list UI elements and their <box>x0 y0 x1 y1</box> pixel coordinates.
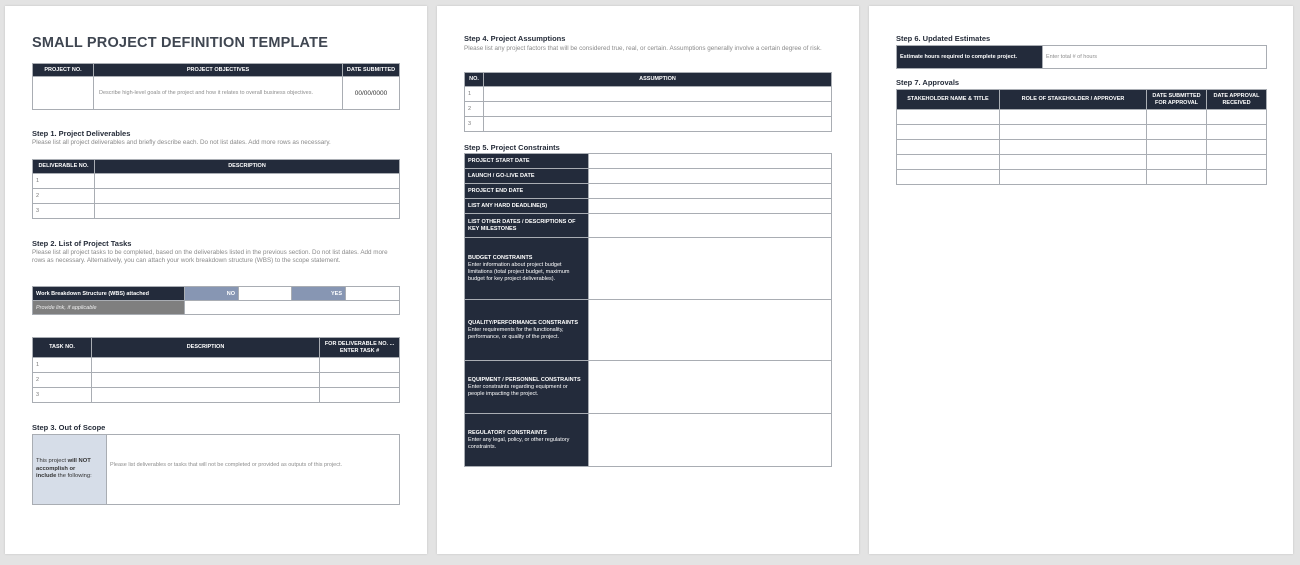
row-assumption[interactable] <box>484 102 832 117</box>
col-date-received-line2: RECEIVED <box>1222 99 1251 106</box>
constraint-label: LIST OTHER DATES / DESCRIPTIONS OF KEY MILESTONES <box>465 214 589 238</box>
row-desc[interactable] <box>95 204 400 219</box>
table-row[interactable] <box>465 102 832 117</box>
col-date-received-line1: DATE APPROVAL <box>1213 93 1260 99</box>
wbs-table <box>32 286 400 315</box>
row-number: 2 <box>33 373 92 388</box>
constraint-label: EQUIPMENT / PERSONNEL CONSTRAINTS <box>468 376 581 383</box>
objectives-hint: Describe high-level goals of the project and how it relates to overall business objectives. <box>99 89 314 96</box>
link-label: Provide link, if applicable <box>33 301 185 315</box>
row-desc[interactable] <box>95 189 400 204</box>
row-number: 2 <box>465 102 484 117</box>
constraint-label: LAUNCH / GO-LIVE DATE <box>465 169 589 184</box>
constraint-sub: Enter any legal, policy, or other regulatory constraints. <box>468 436 570 450</box>
row-deliverable[interactable] <box>320 373 400 388</box>
page-1 <box>5 6 427 554</box>
row-deliverable[interactable] <box>320 358 400 373</box>
table-row[interactable] <box>33 388 400 403</box>
constraint-regulatory <box>465 414 589 467</box>
col-deliverable-no: DELIVERABLE NO. <box>33 160 95 174</box>
table-row[interactable] <box>33 204 400 219</box>
col-stakeholder-name: STAKEHOLDER NAME & TITLE <box>897 90 1000 110</box>
cell[interactable] <box>897 140 1000 155</box>
table-row[interactable] <box>897 155 1267 170</box>
cell[interactable] <box>1000 110 1147 125</box>
constraint-sub: Enter requirements for the functionality, performance, or quality of the project. <box>468 326 564 340</box>
table-row[interactable] <box>33 373 400 388</box>
col-assumption-no: NO. <box>465 73 484 87</box>
constraint-input[interactable] <box>589 414 832 467</box>
table-row[interactable] <box>897 170 1267 185</box>
cell[interactable] <box>897 170 1000 185</box>
estimate-label: Estimate hours required to complete project. <box>897 46 1043 69</box>
constraint-row <box>465 154 832 169</box>
out-of-scope-label <box>33 435 107 505</box>
step4-desc: Please list any project factors that will be considered true, real, or certain. Assumptions generally involve a certain degree of risk. <box>464 45 822 52</box>
date-value: 00/00/0000 <box>354 89 388 97</box>
constraint-label: REGULATORY CONSTRAINTS <box>468 429 547 436</box>
cell[interactable] <box>1000 140 1147 155</box>
cell[interactable] <box>1000 170 1147 185</box>
constraint-quality <box>465 300 589 361</box>
constraint-row <box>465 414 832 467</box>
cell[interactable] <box>1207 125 1267 140</box>
objectives-cell[interactable] <box>94 77 343 110</box>
page-title: SMALL PROJECT DEFINITION TEMPLATE <box>32 35 329 51</box>
constraint-input[interactable] <box>589 154 832 169</box>
scope-text-bold-3: include <box>36 473 57 480</box>
constraint-row <box>465 300 832 361</box>
cell[interactable] <box>1000 125 1147 140</box>
wbs-no-checkbox[interactable] <box>239 287 292 301</box>
row-deliverable[interactable] <box>320 388 400 403</box>
col-for-deliverable <box>320 338 400 358</box>
col-task-desc: DESCRIPTION <box>92 338 320 358</box>
col-date-received <box>1207 90 1267 110</box>
cell[interactable] <box>1147 140 1207 155</box>
cell[interactable] <box>1000 155 1147 170</box>
cell[interactable] <box>1147 125 1207 140</box>
row-number: 2 <box>33 189 95 204</box>
deliverables-table <box>32 159 400 219</box>
constraint-budget <box>465 238 589 300</box>
row-desc[interactable] <box>92 373 320 388</box>
cell[interactable] <box>1147 110 1207 125</box>
table-row[interactable] <box>897 125 1267 140</box>
date-cell[interactable] <box>343 77 400 110</box>
scope-text-2: the following: <box>56 473 92 480</box>
constraint-input[interactable] <box>589 214 832 238</box>
step1-desc: Please list all project deliverables and briefly describe each. Do not list dates. Add more rows as necessary. <box>32 139 331 146</box>
constraint-row <box>465 214 832 238</box>
scope-text-bold-2: accomplish or <box>36 465 76 472</box>
row-desc[interactable] <box>92 388 320 403</box>
cell[interactable] <box>1207 140 1267 155</box>
scope-text-bold-1: will NOT <box>67 458 91 465</box>
step1-heading: Step 1. Project Deliverables <box>32 129 131 138</box>
wbs-yes-checkbox[interactable] <box>346 287 400 301</box>
col-date-submitted-line2: FOR APPROVAL <box>1154 99 1199 106</box>
out-of-scope-input[interactable] <box>107 435 400 505</box>
col-date-submitted: DATE SUBMITTED <box>343 64 400 77</box>
col-stakeholder-role: ROLE OF STAKEHOLDER / APPROVER <box>1000 90 1147 110</box>
row-desc[interactable] <box>92 358 320 373</box>
step5-heading: Step 5. Project Constraints <box>464 143 560 152</box>
scope-text-1: This project <box>36 458 68 465</box>
constraint-sub: Enter constraints regarding equipment or people impacting the project. <box>468 383 568 397</box>
col-for-deliverable-line1: FOR DELIVERABLE NO. ... <box>324 341 395 347</box>
assumptions-table <box>464 72 832 132</box>
estimate-hint: Enter total # of hours <box>1046 53 1098 60</box>
step4-heading: Step 4. Project Assumptions <box>464 34 566 43</box>
constraint-label: BUDGET CONSTRAINTS <box>468 254 533 261</box>
out-of-scope-table <box>32 434 400 505</box>
constraint-row <box>465 184 832 199</box>
wbs-label: Work Breakdown Structure (WBS) attached <box>33 287 185 301</box>
col-assumption: ASSUMPTION <box>484 73 832 87</box>
table-row[interactable] <box>465 117 832 132</box>
step2-heading: Step 2. List of Project Tasks <box>32 239 132 248</box>
col-deliverable-desc: DESCRIPTION <box>95 160 400 174</box>
step3-heading: Step 3. Out of Scope <box>32 423 106 432</box>
step2-desc: Please list all project tasks to be completed, based on the deliverables listed in the previous section. Do not list dates. Add more rows as necessary. Alternatively, you can attach your work breakdown structure (WBS) to the scope statement. <box>32 249 388 264</box>
page-2 <box>437 6 859 554</box>
row-number: 3 <box>33 388 92 403</box>
constraint-row <box>465 199 832 214</box>
step7-heading: Step 7. Approvals <box>896 78 960 87</box>
constraint-input[interactable] <box>589 169 832 184</box>
estimate-input[interactable] <box>1043 46 1267 69</box>
constraint-sub: Enter information about project budget limitations (total project budget, maximum budget for key project deliverables). <box>468 261 570 282</box>
constraint-input[interactable] <box>589 300 832 361</box>
cell[interactable] <box>897 110 1000 125</box>
row-assumption[interactable] <box>484 87 832 102</box>
project-header-table <box>32 63 400 110</box>
table-row[interactable] <box>33 174 400 189</box>
wbs-yes-label: YES <box>292 287 346 301</box>
row-number: 3 <box>33 204 95 219</box>
cell[interactable] <box>1207 170 1267 185</box>
col-task-no: TASK NO. <box>33 338 92 358</box>
cell[interactable] <box>1147 170 1207 185</box>
constraint-row <box>465 238 832 300</box>
constraint-row <box>465 169 832 184</box>
cell[interactable] <box>1207 155 1267 170</box>
page-3 <box>869 6 1293 554</box>
table-row[interactable] <box>33 189 400 204</box>
approvals-table <box>896 89 1267 185</box>
constraint-label: PROJECT END DATE <box>465 184 589 199</box>
cell[interactable] <box>897 155 1000 170</box>
constraint-input[interactable] <box>589 238 832 300</box>
row-desc[interactable] <box>95 174 400 189</box>
constraint-label: LIST ANY HARD DEADLINE(S) <box>465 199 589 214</box>
estimates-table <box>896 45 1267 69</box>
col-date-submitted <box>1147 90 1207 110</box>
out-of-scope-hint: Please list deliverables or tasks that will not be completed or provided as outputs of this project. <box>110 462 343 468</box>
tasks-table <box>32 337 400 403</box>
table-row[interactable] <box>897 110 1267 125</box>
constraints-table <box>464 153 832 467</box>
constraint-equipment <box>465 361 589 414</box>
row-number: 3 <box>465 117 484 132</box>
link-input[interactable] <box>185 301 400 315</box>
constraint-input[interactable] <box>589 184 832 199</box>
table-row[interactable] <box>33 358 400 373</box>
constraint-row <box>465 361 832 414</box>
wbs-no-label: NO <box>185 287 239 301</box>
row-number: 1 <box>33 358 92 373</box>
constraint-label: PROJECT START DATE <box>465 154 589 169</box>
table-row[interactable] <box>465 87 832 102</box>
col-date-submitted-line1: DATE SUBMITTED <box>1152 93 1201 99</box>
constraint-input[interactable] <box>589 361 832 414</box>
row-number: 1 <box>465 87 484 102</box>
constraint-input[interactable] <box>589 199 832 214</box>
col-for-deliverable-line2: ENTER TASK # <box>339 347 380 354</box>
row-assumption[interactable] <box>484 117 832 132</box>
table-row[interactable] <box>897 140 1267 155</box>
project-no-cell[interactable] <box>33 77 94 110</box>
cell[interactable] <box>1147 155 1207 170</box>
cell[interactable] <box>1207 110 1267 125</box>
col-project-objectives: PROJECT OBJECTIVES <box>94 64 343 77</box>
constraint-label: QUALITY/PERFORMANCE CONSTRAINTS <box>468 319 578 326</box>
step6-heading: Step 6. Updated Estimates <box>896 34 991 43</box>
col-project-no: PROJECT NO. <box>33 64 94 77</box>
cell[interactable] <box>897 125 1000 140</box>
row-number: 1 <box>33 174 95 189</box>
